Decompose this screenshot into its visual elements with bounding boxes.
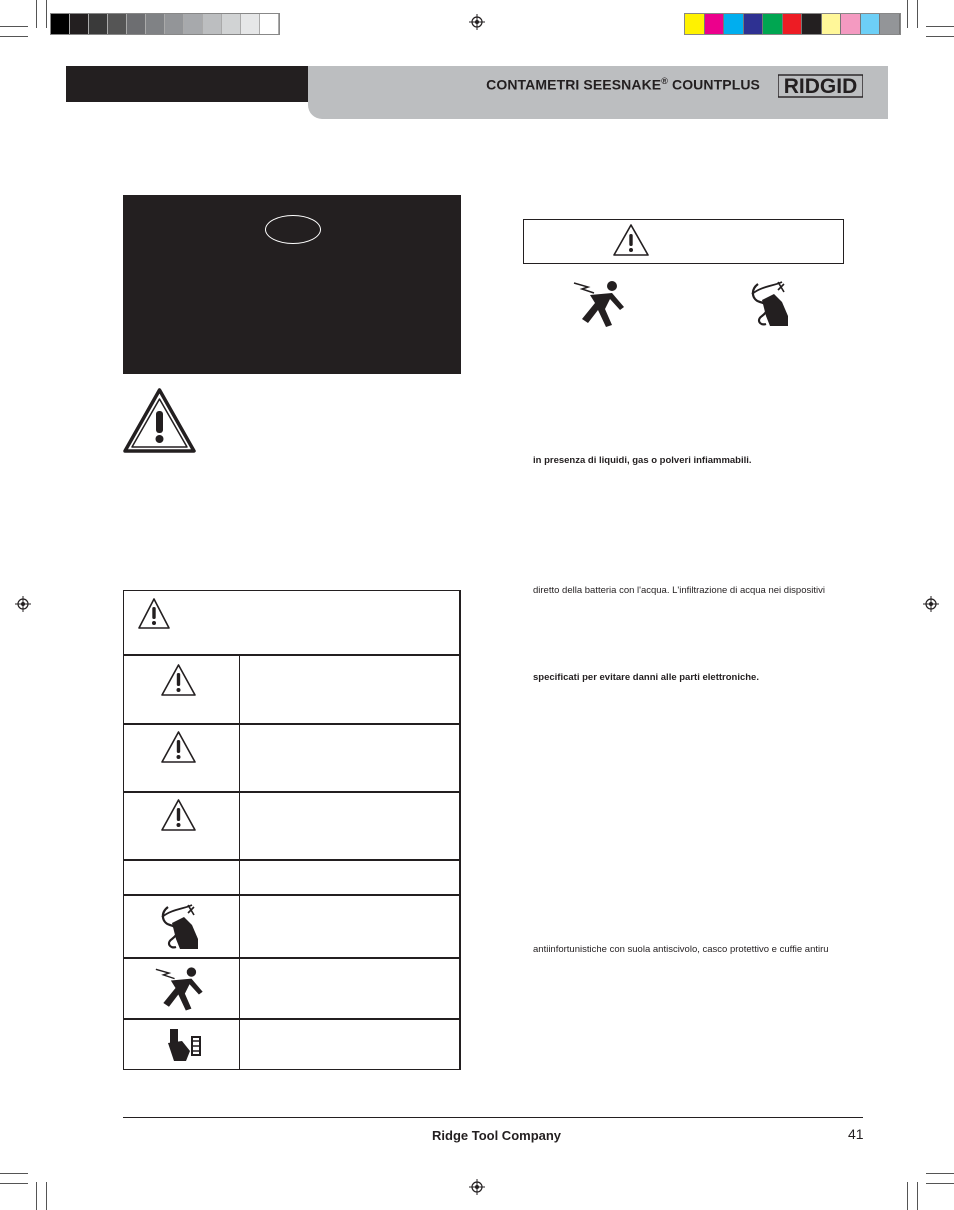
color-swatch [802, 14, 822, 34]
text-ppe: antiinfortunistiche con suola antiscivolo, casco protettivo e cuffie antiru [533, 944, 829, 955]
crop-mark [926, 26, 954, 27]
symbols-table [123, 590, 461, 1070]
warning-triangle-icon [122, 387, 197, 454]
crop-mark [917, 1182, 918, 1210]
entanglement-icon [748, 280, 794, 328]
crop-mark [46, 0, 47, 28]
registration-mark-icon [469, 14, 485, 30]
text-electronics: specificati per evitare danni alle parti elettroniche. [533, 672, 759, 683]
ridgid-logo [778, 74, 863, 98]
text-water: diretto della batteria con l'acqua. L'infiltrazione di acqua nei dispositivi [533, 585, 825, 596]
svg-text:RIDGID: RIDGID [783, 75, 858, 98]
crop-mark [926, 1183, 954, 1184]
color-swatch [783, 14, 803, 34]
crop-mark [0, 36, 28, 37]
registration-mark-icon [469, 1179, 485, 1195]
crop-mark [917, 0, 918, 28]
gray-swatch [260, 14, 279, 34]
grayscale-bar [50, 13, 280, 35]
color-swatch [705, 14, 725, 34]
gray-swatch [70, 14, 89, 34]
caution-box [523, 219, 844, 264]
color-swatch [841, 14, 861, 34]
page-title: CONTAMETRI SEESNAKE® COUNTPLUS [486, 76, 760, 93]
electric-shock-icon [572, 277, 634, 329]
crop-mark [0, 1183, 28, 1184]
crop-mark [926, 1173, 954, 1174]
registration-mark-icon [923, 596, 939, 612]
crop-mark [36, 0, 37, 28]
crop-mark [926, 36, 954, 37]
registration-mark-icon [15, 596, 31, 612]
gray-swatch [184, 14, 203, 34]
warning-triangle-icon [612, 223, 650, 257]
entanglement-icon [158, 903, 204, 951]
crop-mark [907, 0, 908, 28]
warning-triangle-icon [160, 798, 197, 832]
header-black-band [66, 66, 308, 102]
color-swatch [861, 14, 881, 34]
color-swatch [763, 14, 783, 34]
gray-swatch [146, 14, 165, 34]
color-swatch [822, 14, 842, 34]
electric-shock-icon [154, 963, 212, 1013]
gray-swatch [203, 14, 222, 34]
gray-swatch [222, 14, 241, 34]
crop-mark [907, 1182, 908, 1210]
color-swatch [724, 14, 744, 34]
gray-swatch [127, 14, 146, 34]
crush-hazard-icon [166, 1027, 202, 1063]
crop-mark [0, 26, 28, 27]
gray-swatch [89, 14, 108, 34]
oval-mark [265, 215, 321, 244]
warning-triangle-icon [137, 597, 171, 631]
gray-swatch [108, 14, 127, 34]
gray-swatch [165, 14, 184, 34]
gray-swatch [241, 14, 260, 34]
warning-triangle-icon [160, 730, 197, 764]
color-swatch [744, 14, 764, 34]
crop-mark [36, 1182, 37, 1210]
crop-mark [46, 1182, 47, 1210]
page-number: 41 [848, 1126, 864, 1142]
crop-mark [0, 1173, 28, 1174]
warning-triangle-icon [160, 663, 197, 697]
text-flammable: in presenza di liquidi, gas o polveri infiammabili. [533, 455, 752, 466]
color-swatch [685, 14, 705, 34]
color-swatch [880, 14, 900, 34]
header-tab [308, 102, 888, 119]
gray-swatch [51, 14, 70, 34]
footer-company: Ridge Tool Company [432, 1128, 562, 1143]
footer-rule [123, 1117, 863, 1118]
process-color-bar [684, 13, 901, 35]
